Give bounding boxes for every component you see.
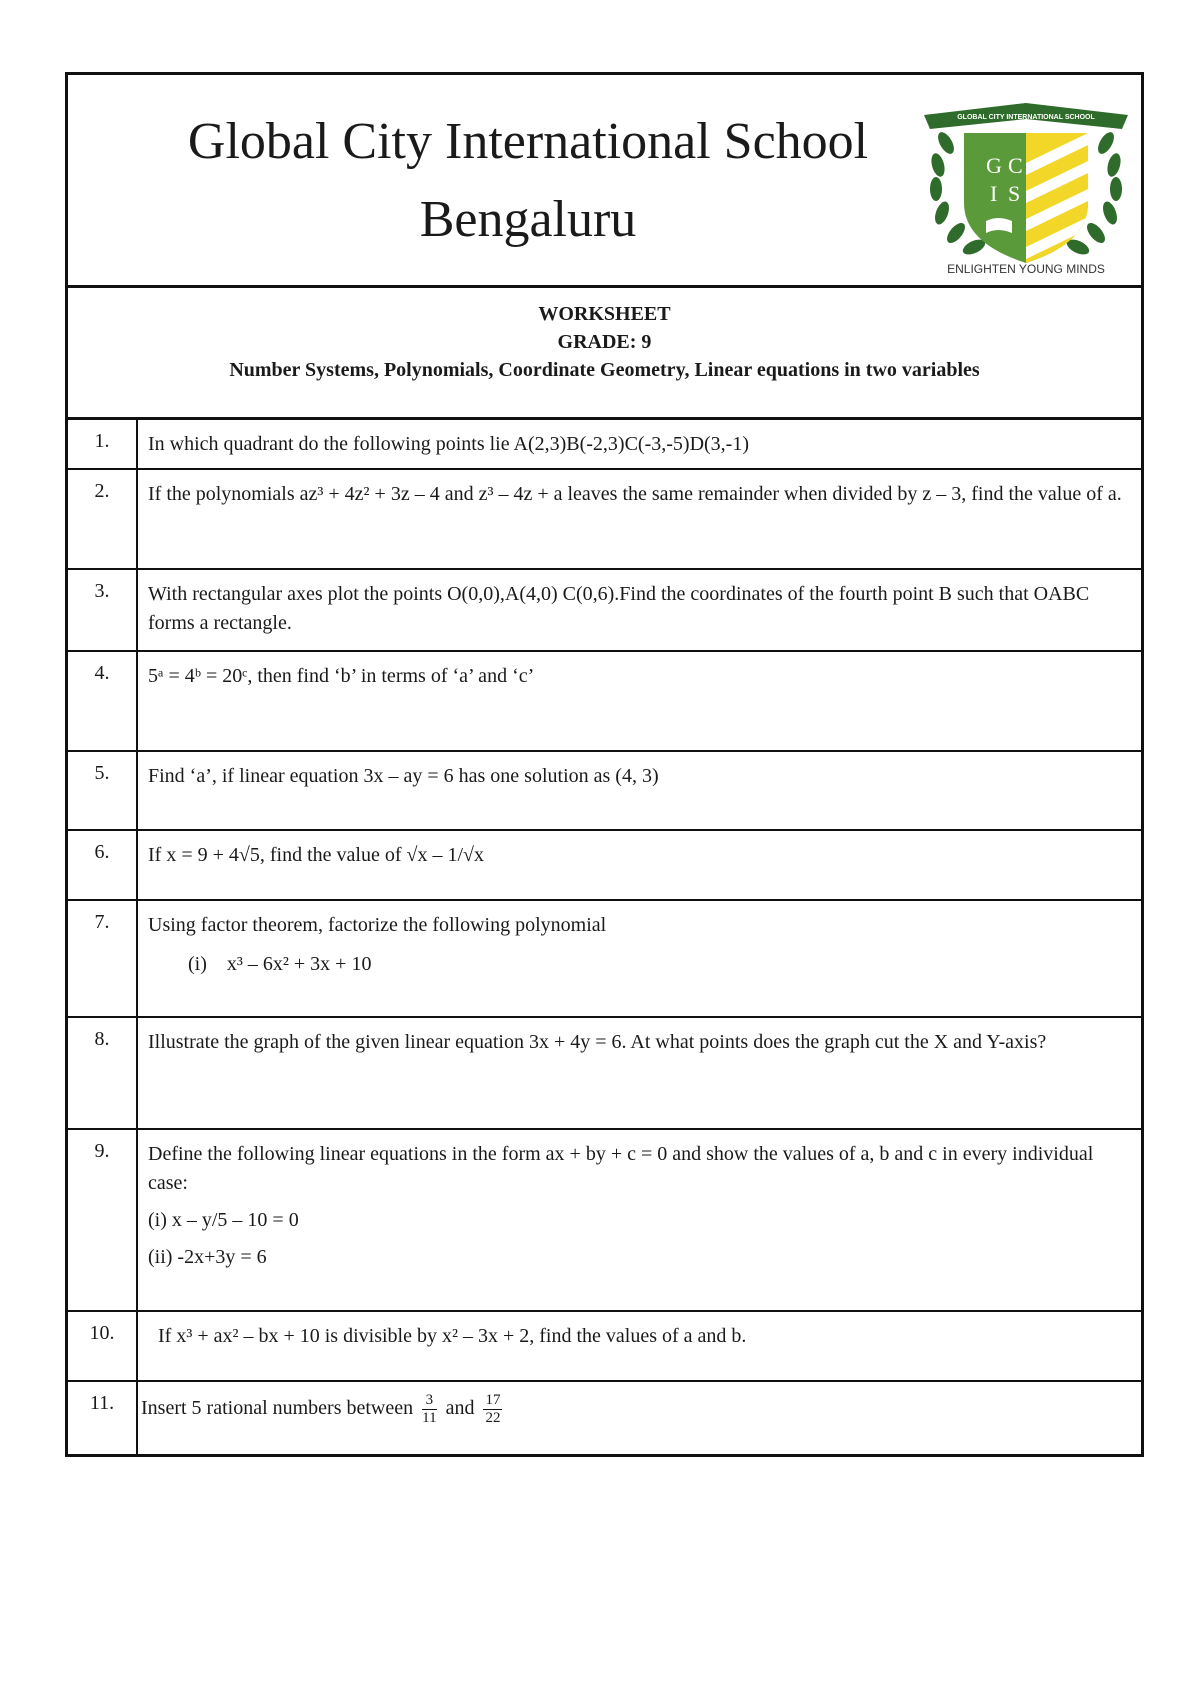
school-name-line1: Global City International School <box>187 113 869 170</box>
question-row-10 <box>68 1312 1141 1382</box>
question-row-2 <box>68 470 1141 570</box>
fraction-1 <box>422 1392 436 1427</box>
fraction-1-denominator: 11 <box>422 1410 437 1426</box>
question-text: If x³ + ax² – bx + 10 is divisible by x² – 3x + 2, find the values of a and b. <box>158 1325 747 1347</box>
question-number: 7. <box>68 901 138 1016</box>
logo-motto: ENLIGHTEN YOUNG MINDS <box>947 262 1105 273</box>
school-header <box>68 75 1141 288</box>
question-part-ii: (ii) -2x+3y = 6 <box>148 1246 267 1268</box>
question-number: 5. <box>68 752 138 829</box>
fraction-2-numerator: 17 <box>485 1392 501 1408</box>
question-number: 2. <box>68 470 138 568</box>
question-row-7 <box>68 901 1141 1018</box>
question-content <box>138 901 1141 1016</box>
fraction-2 <box>483 1392 502 1427</box>
worksheet-title: WORKSHEET <box>538 303 671 325</box>
conjunction: and <box>445 1397 475 1420</box>
question-row-5 <box>68 752 1141 831</box>
question-content <box>138 1130 1141 1310</box>
question-text: Using factor theorem, factorize the following polynomial <box>148 914 607 936</box>
question-row-9 <box>68 1130 1141 1312</box>
worksheet-info <box>68 288 1141 420</box>
logo-letter-s: S <box>1008 181 1021 206</box>
question-number: 3. <box>68 570 138 650</box>
school-name <box>88 103 968 259</box>
fraction-2-denominator: 22 <box>485 1410 501 1426</box>
logo-ring-text: GLOBAL CITY INTERNATIONAL SCHOOL <box>957 114 1095 121</box>
question-number: 4. <box>68 652 138 750</box>
fraction-1-numerator: 3 <box>422 1392 436 1410</box>
question-text: Insert 5 rational numbers between <box>141 1397 414 1420</box>
question-text: In which quadrant do the following points lie A(2,3)B(-2,3)C(-3,-5)D(3,-1) <box>148 433 749 455</box>
question-number: 1. <box>68 420 138 468</box>
school-logo <box>916 93 1136 273</box>
school-name-line2: Bengaluru <box>419 191 637 248</box>
worksheet-topics: Number Systems, Polynomials, Coordinate Geometry, Linear equations in two variables <box>229 359 980 381</box>
question-row-3 <box>68 570 1141 652</box>
question-row-1 <box>68 420 1141 470</box>
question-number: 8. <box>68 1018 138 1128</box>
question-number: 9. <box>68 1130 138 1310</box>
question-row-8 <box>68 1018 1141 1130</box>
worksheet-table <box>65 72 1144 1457</box>
question-subpart <box>148 950 1135 979</box>
question-number: 10. <box>68 1312 138 1380</box>
logo-letter-i: I <box>990 181 998 206</box>
question-row-11 <box>68 1382 1141 1454</box>
question-text: Illustrate the graph of the given linear equation 3x + 4y = 6. At what points does the graph cut the X and Y-axis? <box>148 1031 1047 1053</box>
question-text: Find ‘a’, if linear equation 3x – ay = 6 has one solution as (4, 3) <box>148 765 659 787</box>
question-content <box>138 1382 1141 1454</box>
logo-letter-g: G <box>986 153 1002 178</box>
question-text: Define the following linear equations in the form ax + by + c = 0 and show the values of a, b and c in every individual case: <box>148 1143 1094 1194</box>
subpart-expression: x³ – 6x² + 3x + 10 <box>226 953 372 975</box>
question-part-i: (i) x – y/5 – 10 = 0 <box>148 1209 299 1231</box>
logo-letter-c: C <box>1008 153 1023 178</box>
question-row-4 <box>68 652 1141 752</box>
question-row-6 <box>68 831 1141 901</box>
question-number: 6. <box>68 831 138 899</box>
question-text: 5ᵃ = 4ᵇ = 20ᶜ, then find ‘b’ in terms of ‘a’ and ‘c’ <box>148 665 535 687</box>
question-number: 11. <box>68 1382 138 1454</box>
subpart-label: (i) <box>188 953 207 975</box>
worksheet-grade: GRADE: 9 <box>557 331 652 353</box>
question-text: If x = 9 + 4√5, find the value of √x – 1/√x <box>148 844 484 866</box>
question-text: If the polynomials az³ + 4z² + 3z – 4 and z³ – 4z + a leaves the same remainder when divided by z – 3, find the value of a. <box>148 483 1122 505</box>
question-text: With rectangular axes plot the points O(0,0),A(4,0) C(0,6).Find the coordinates of the fourth point B such that OABC forms a rectangle. <box>148 583 1090 634</box>
